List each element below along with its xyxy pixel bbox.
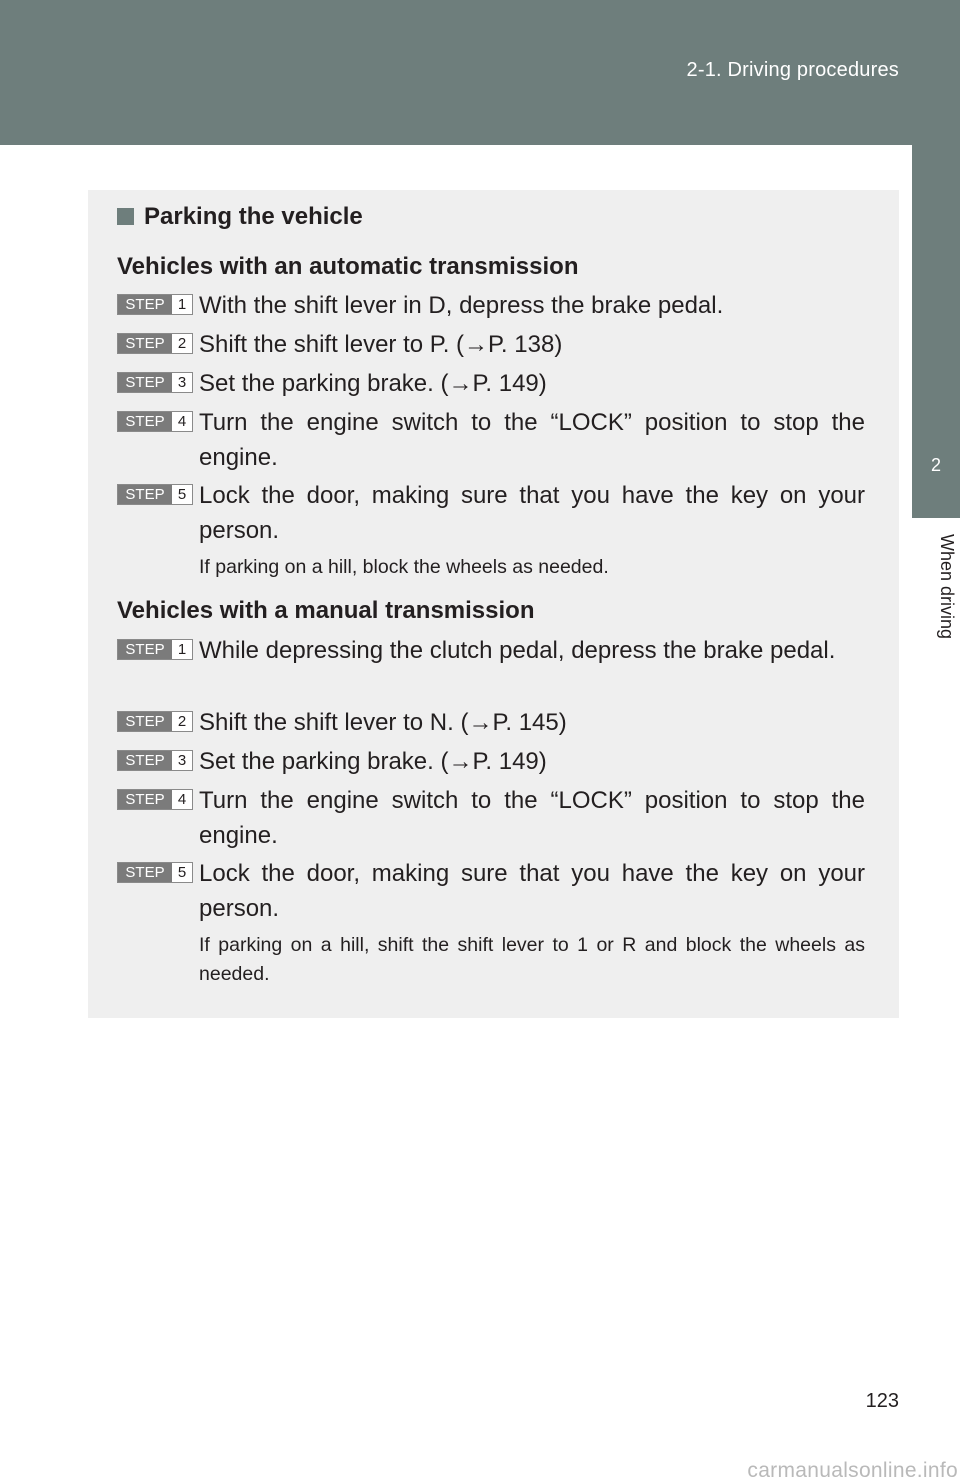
step-badge bbox=[117, 789, 193, 810]
auto-step-1 bbox=[117, 288, 865, 323]
step-badge-label: STEP bbox=[118, 712, 172, 731]
step-badge-label: STEP bbox=[118, 412, 172, 431]
step-badge-number: 5 bbox=[172, 485, 192, 504]
chapter-label bbox=[912, 520, 960, 680]
step-text: Turn the engine switch to the “LOCK” position to stop the engine. bbox=[199, 409, 865, 471]
chapter-label-text: When driving bbox=[937, 534, 957, 640]
section-heading-text: Parking the vehicle bbox=[144, 203, 363, 230]
step-text: While depressing the clutch pedal, depress the brake pedal. bbox=[199, 637, 836, 664]
section-title: 2-1. Driving procedures bbox=[686, 59, 899, 81]
step-badge-label: STEP bbox=[118, 863, 172, 882]
step-badge-label: STEP bbox=[118, 640, 172, 659]
chapter-number: 2 bbox=[912, 413, 960, 518]
auto-step-5 bbox=[117, 478, 865, 548]
step-badge bbox=[117, 294, 193, 315]
square-bullet-icon bbox=[117, 208, 134, 225]
step-badge-label: STEP bbox=[118, 334, 172, 353]
auto-step-3 bbox=[117, 366, 865, 401]
page-header bbox=[0, 0, 960, 145]
step-badge-number: 3 bbox=[172, 751, 192, 770]
step-text: Lock the door, making sure that you have the key on your person. bbox=[199, 860, 865, 922]
watermark: carmanualsonline.info bbox=[747, 1459, 958, 1482]
step-badge-label: STEP bbox=[118, 751, 172, 770]
step-text: Lock the door, making sure that you have the key on your person. bbox=[199, 482, 865, 544]
step-text: Turn the engine switch to the “LOCK” position to stop the engine. bbox=[199, 787, 865, 849]
step-badge bbox=[117, 750, 193, 771]
auto-step-2 bbox=[117, 327, 865, 362]
step-badge-number: 3 bbox=[172, 373, 192, 392]
automatic-note: If parking on a hill, block the wheels as needed. bbox=[199, 556, 609, 578]
step-badge bbox=[117, 639, 193, 660]
step-text: Shift the shift lever to P. (→P. 138) bbox=[199, 331, 563, 358]
step-badge-number: 5 bbox=[172, 863, 192, 882]
step-badge bbox=[117, 372, 193, 393]
step-badge bbox=[117, 484, 193, 505]
section-heading bbox=[117, 203, 363, 231]
step-badge-label: STEP bbox=[118, 790, 172, 809]
manual-step-4 bbox=[117, 783, 865, 853]
step-badge bbox=[117, 862, 193, 883]
manual-step-2 bbox=[117, 705, 865, 740]
manual-step-1 bbox=[117, 633, 865, 668]
page-number: 123 bbox=[865, 1390, 899, 1412]
step-badge-number: 4 bbox=[172, 790, 192, 809]
manual-heading: Vehicles with a manual transmission bbox=[117, 597, 535, 624]
step-text: Set the parking brake. (→P. 149) bbox=[199, 370, 547, 397]
step-text: Set the parking brake. (→P. 149) bbox=[199, 748, 547, 775]
step-badge-number: 2 bbox=[172, 712, 192, 731]
step-text: Shift the shift lever to N. (→P. 145) bbox=[199, 709, 567, 736]
step-badge-number: 1 bbox=[172, 295, 192, 314]
step-badge-number: 2 bbox=[172, 334, 192, 353]
step-badge-label: STEP bbox=[118, 373, 172, 392]
step-badge-label: STEP bbox=[118, 295, 172, 314]
step-badge-number: 1 bbox=[172, 640, 192, 659]
step-badge bbox=[117, 711, 193, 732]
manual-step-5 bbox=[117, 856, 865, 926]
step-badge bbox=[117, 333, 193, 354]
step-text: With the shift lever in D, depress the brake pedal. bbox=[199, 292, 724, 319]
step-badge bbox=[117, 411, 193, 432]
manual-step-3 bbox=[117, 744, 865, 779]
auto-step-4 bbox=[117, 405, 865, 475]
step-badge-label: STEP bbox=[118, 485, 172, 504]
side-tab-bar bbox=[912, 145, 960, 413]
automatic-heading: Vehicles with an automatic transmission bbox=[117, 253, 579, 280]
manual-note: If parking on a hill, shift the shift lever to 1 or R and block the wheels as needed. bbox=[199, 934, 865, 985]
step-badge-number: 4 bbox=[172, 412, 192, 431]
